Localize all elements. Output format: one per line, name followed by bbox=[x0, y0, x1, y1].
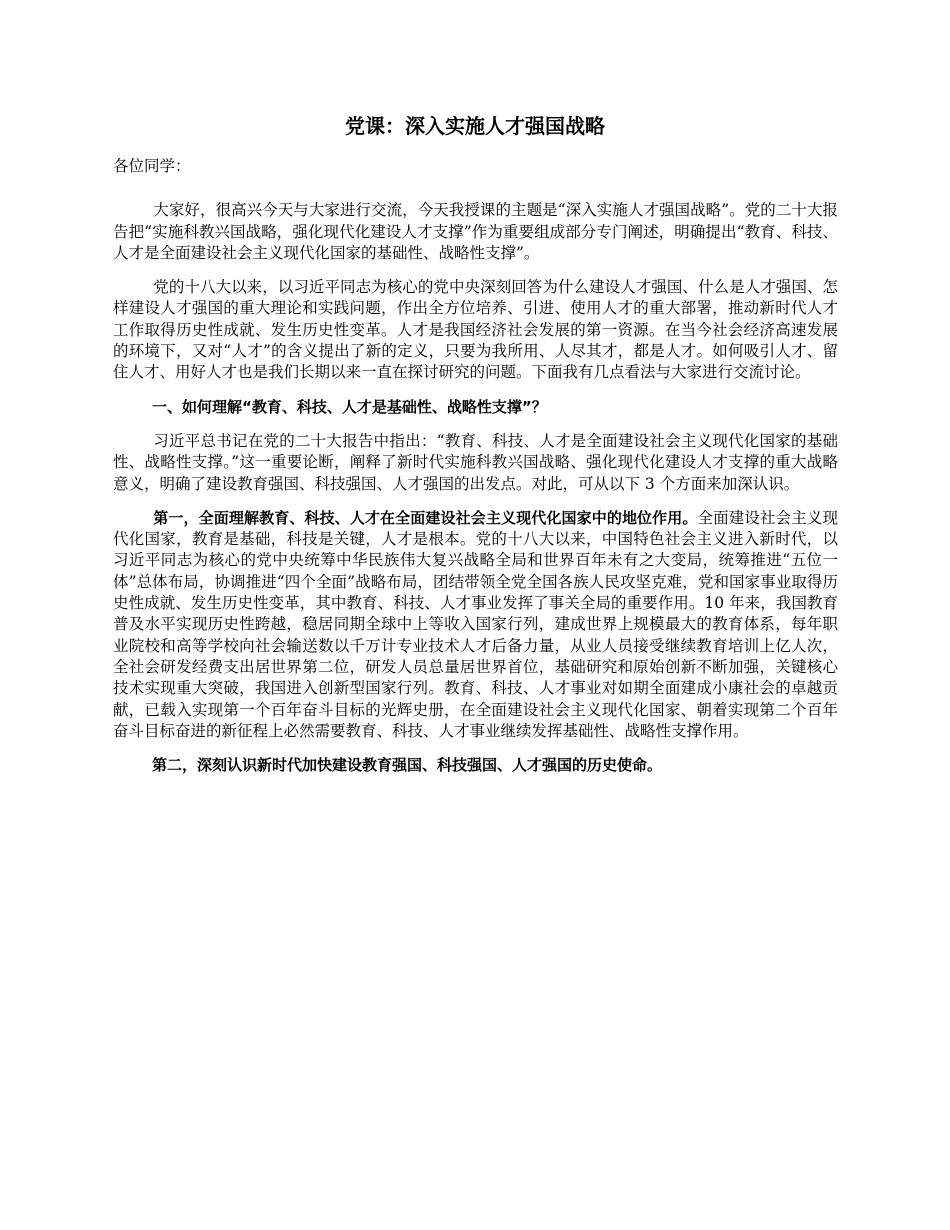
paragraph-point-1 bbox=[113, 508, 838, 742]
point-2-title: 第二，深刻认识新时代加快建设教育强国、科技强国、人才强国的历史使命。 bbox=[152, 756, 663, 775]
paragraph-section-1: 习近平总书记在党的二十大报告中指出：“教育、科技、人才是全面建设社会主义现代化国家的基础性、战略性支撑。”这一重要论断，阐释了新时代实施科教兴国战略、强化现代化建设人才支撑的重大战略意义，明确了建设教育强国、科技强国、人才强国的出发点。对此，可从以下 3 个方面来加深认识。 bbox=[113, 431, 838, 493]
salutation: 各位同学： bbox=[113, 157, 191, 175]
paragraph-intro: 大家好，很高兴今天与大家进行交流，今天我授课的主题是“深入实施人才强国战略”。党的二十大报告把“实施科教兴国战略，强化现代化建设人才支撑”作为重要组成部分专门阐述，明确提出“教育、科技、人才是全面建设社会主义现代化国家的基础性、战略性支撑”。 bbox=[113, 201, 838, 262]
point-1-title: 第一，全面理解教育、科技、人才在全面建设社会主义现代化国家中的地位作用。 bbox=[153, 508, 698, 527]
document-title: 党课：深入实施人才强国战略 bbox=[345, 114, 605, 138]
document-body bbox=[113, 156, 838, 789]
paragraph-background: 党的十八大以来，以习近平同志为核心的党中央深刻回答为什么建设人才强国、什么是人才强国、怎样建设人才强国的重大理论和实践问题，作出全方位培养、引进、使用人才的重大部署，推动新时代人才工作取得历史性成就、发生历史性变革。人才是我国经济社会发展的第一资源。在当今社会经济高速发展的环境下，又对“人才”的含义提出了新的定义，只要为我所用、人尽其才，都是人才。如何吸引人才、留住人才、用好人才也是我们长期以来一直在探讨研究的问题。下面我有几点看法与大家进行交流讨论。 bbox=[113, 278, 838, 382]
section-heading-1: 一、如何理解“教育、科技、人才是基础性、战略性支撑”？ bbox=[152, 397, 547, 416]
point-1-body: 全面建设社会主义现代化国家，教育是基础，科技是关键，人才是根本。党的十八大以来，中国特色社会主义进入新时代，以习近平同志为核心的党中央统筹中华民族伟大复兴战略全局和世界百年未有之大变局，统筹推进“五位一体”总体布局，协调推进“四个全面”战略布局，团结带领全党全国各族人民攻坚克难，党和国家事业取得历史性成就、发生历史性变革，其中教育、科技、人才事业发挥了事关全局的重要作用。10 年来，我国教育普及水平实现历史性跨越，稳居同期全球中上等收入国家行列，建成世界上规模最大的教育体系，每年职业院校和高等学校向社会输送数以千万计专业技术人才后备力量，从业人员接受继续教育培训上亿人次，全社会研发经费支出居世界第二位，研发人员总量居世界首位，基础研究和原始创新不断加强，关键核心技术实现重大突破，我国进入创新型国家行列。教育、科技、人才事业对如期全面建成小康社会的卓越贡献，已载入实现第一个百年奋斗目标的光辉史册，在全面建设社会主义现代化国家、朝着实现第二个百年奋斗目标奋进的新征程上必然需要教育、科技、人才事业继续发挥基础性、战略性支撑作用。 bbox=[113, 508, 838, 740]
